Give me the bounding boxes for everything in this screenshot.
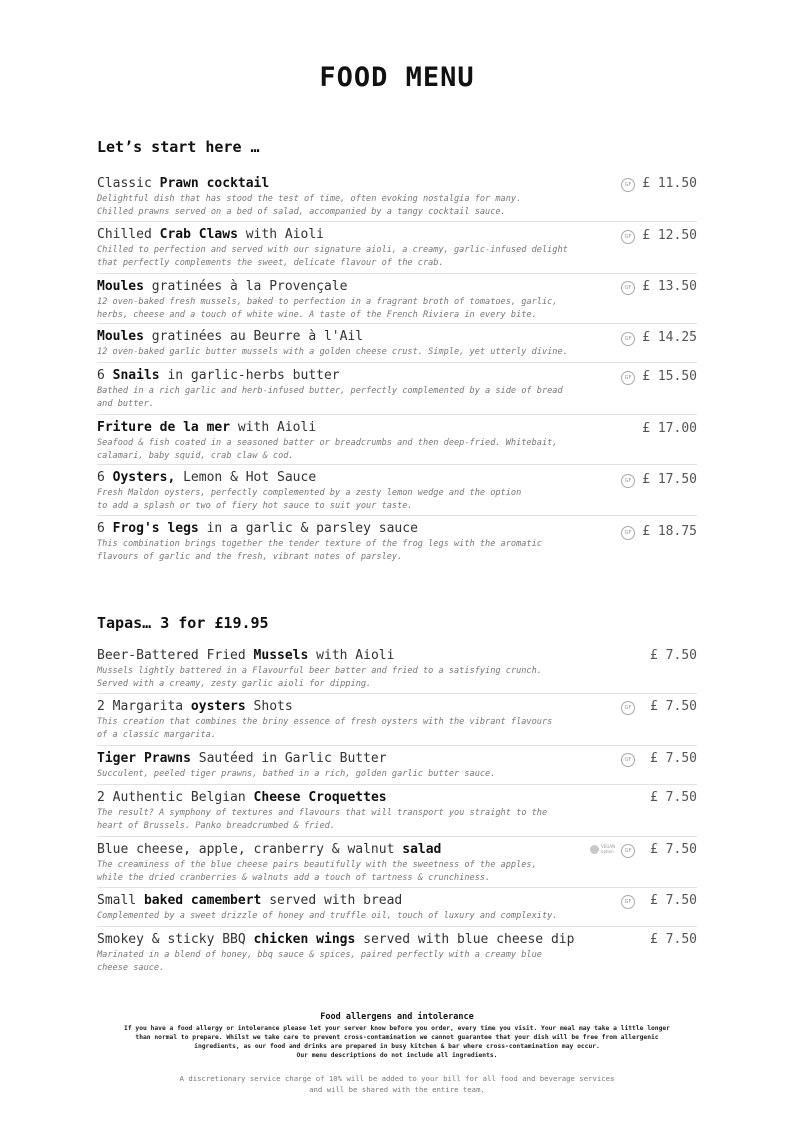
allergen-line: ingredients, as our food and drinks are prepared in busy kitchen & bar where cross-contamination may occur. — [194, 1043, 600, 1050]
menu-item-price: £ 17.50 — [642, 472, 697, 487]
menu-item-name-text: with Aioli — [230, 420, 317, 435]
item-divider — [97, 414, 697, 415]
menu-item-name — [97, 699, 697, 714]
menu-item-name-highlight: Snails — [112, 368, 160, 383]
menu-item-name-highlight: chicken wings — [253, 932, 356, 947]
menu-item-name-text: gratinées à la Provençale — [143, 279, 348, 294]
allergen-title: Food allergens and intolerance — [320, 1012, 474, 1022]
menu-item-name — [97, 932, 697, 947]
menu-item — [97, 648, 697, 691]
menu-item-price: £ 7.50 — [650, 648, 697, 663]
menu-item-name — [97, 368, 697, 383]
menu-item — [97, 368, 697, 411]
menu-item-name-text: 6 — [97, 470, 113, 485]
menu-item-name-text: served with bread — [261, 893, 403, 908]
menu-item-name-text: with Aioli — [237, 227, 324, 242]
menu-item — [97, 470, 697, 513]
item-divider — [97, 221, 697, 222]
menu-item-name-text: Chilled — [97, 227, 160, 242]
menu-item-name-text: 2 Margarita — [97, 699, 191, 714]
menu-item-name-highlight: salad — [402, 842, 442, 857]
menu-item-description: Delightful dish that has stood the test of time, often evoking nostalgia for many. Chilled prawns served on a bed of salad, accompanied by a tangy cocktail sauce. — [97, 194, 522, 217]
menu-item-name-text: with Aioli — [308, 648, 395, 663]
gluten-free-icon: GF — [621, 526, 635, 540]
menu-item-name-text: Classic — [97, 176, 160, 191]
menu-item-name-text: Lemon & Hot Sauce — [175, 470, 317, 485]
menu-item-name — [97, 470, 697, 485]
gluten-free-icon: GF — [621, 281, 635, 295]
menu-item — [97, 699, 697, 742]
menu-item-name-text: Smokey & sticky BBQ — [97, 932, 254, 947]
gluten-free-icon: GF — [621, 844, 635, 858]
gluten-free-icon: GF — [621, 701, 635, 715]
menu-item-name — [97, 521, 697, 536]
menu-item-name — [97, 227, 697, 242]
menu-item-price: £ 17.00 — [642, 421, 697, 436]
menu-item-name-highlight: Frog's legs — [112, 521, 199, 536]
item-divider — [97, 273, 697, 274]
menu-item-description: The result? A symphony of textures and flavours that will transport you straight to the heart of Brussels. Panko breadcrumbed & fried. — [97, 808, 548, 831]
menu-item-name-highlight: Moules — [97, 279, 144, 294]
menu-item-description: This creation that combines the briny essence of fresh oysters with the vibrant flavours of a classic margarita. — [97, 717, 553, 740]
menu-item-name-highlight: Crab Claws — [159, 227, 238, 242]
menu-item-name — [97, 751, 697, 766]
menu-item-name-text: Beer-Battered Fried — [97, 648, 254, 663]
item-divider — [97, 836, 697, 837]
menu-item-price: £ 7.50 — [650, 932, 697, 947]
menu-item-description: Marinated in a blend of honey, bbq sauce & spices, paired perfectly with a creamy blue cheese sauce. — [97, 950, 542, 973]
menu-item-name-highlight: Cheese Croquettes — [253, 790, 387, 805]
menu-item-name-text: 2 Authentic Belgian — [97, 790, 254, 805]
service-note-line: and will be shared with the entire team. — [309, 1085, 485, 1094]
menu-item-name-text: Shots — [245, 699, 293, 714]
menu-item-description: 12 oven-baked fresh mussels, baked to perfection in a fragrant broth of tomatoes, garlic, herbs, cheese and a touch of white wine. A taste of the French Riviera in every bite. — [97, 297, 558, 320]
allergen-line: If you have a food allergy or intolerance please let your server know before you order, every time you visit. Your meal may take a little longer — [124, 1025, 670, 1032]
item-divider — [97, 887, 697, 888]
vegan-label-line: option — [601, 849, 614, 854]
vegan-leaf-icon — [590, 845, 599, 854]
service-charge-note — [130, 1073, 664, 1095]
menu-item-description: The creaminess of the blue cheese pairs beautifully with the sweetness of the apples, while the dried cranberries & walnuts add a touch of tartness & crunchiness. — [97, 860, 537, 883]
menu-item-name-highlight: Oysters, — [112, 470, 176, 485]
menu-item-price: £ 7.50 — [650, 699, 697, 714]
menu-item-name — [97, 420, 697, 435]
menu-item — [97, 893, 697, 923]
menu-item-name-highlight: Mussels — [253, 648, 309, 663]
menu-item — [97, 279, 697, 322]
gluten-free-icon: GF — [621, 753, 635, 767]
menu-item-name-text: Sautéed in Garlic Butter — [190, 751, 387, 766]
gluten-free-icon: GF — [621, 178, 635, 192]
menu-item-name — [97, 648, 697, 663]
menu-item-price: £ 7.50 — [650, 893, 697, 908]
item-divider — [97, 693, 697, 694]
menu-item-price: £ 15.50 — [642, 369, 697, 384]
allergen-line: Our menu descriptions do not include all ingredients. — [296, 1052, 498, 1059]
menu-item-name-highlight: Tiger Prawns — [97, 751, 191, 766]
menu-item-name-text: 6 — [97, 368, 113, 383]
menu-item-name-highlight: oysters — [190, 699, 246, 714]
menu-item — [97, 790, 697, 833]
menu-item — [97, 329, 697, 359]
menu-item — [97, 932, 697, 975]
menu-item-description: Fresh Maldon oysters, perfectly complemented by a zesty lemon wedge and the option to add a splash or two of fiery hot sauce to suit your taste. — [97, 488, 522, 511]
item-divider — [97, 362, 697, 363]
vegan-label-line: VEGAN — [601, 844, 616, 849]
vegan-label — [601, 844, 615, 854]
menu-item-price: £ 14.25 — [642, 330, 697, 345]
allergen-notice — [100, 1024, 694, 1060]
menu-item-description: Succulent, peeled tiger prawns, bathed in a rich, golden garlic butter sauce. — [97, 769, 496, 779]
menu-item-name-text: gratinées au Beurre à l'Ail — [143, 329, 364, 344]
item-divider — [97, 464, 697, 465]
menu-item-price: £ 13.50 — [642, 279, 697, 294]
menu-item-price: £ 18.75 — [642, 524, 697, 539]
menu-item-description: This combination brings together the tender texture of the frog legs with the aromatic flavours of garlic and the fresh, vibrant notes of parsley. — [97, 539, 542, 562]
menu-item-description: Complemented by a sweet drizzle of honey and truffle oil, touch of luxury and complexity. — [97, 911, 558, 921]
menu-item — [97, 227, 697, 270]
service-note-line: A discretionary service charge of 10% will be added to your bill for all food and beverage services — [179, 1074, 615, 1083]
menu-item-price: £ 7.50 — [650, 790, 697, 805]
menu-item-description: Mussels lightly battered in a Flavourful beer batter and fried to a satisfying crunch. Served with a creamy, zesty garlic aioli for dipping. — [97, 666, 542, 689]
item-divider — [97, 745, 697, 746]
menu-item-description: 12 oven-baked garlic butter mussels with a golden cheese crust. Simple, yet utterly divine. — [97, 347, 568, 357]
menu-item-name-text: Small — [97, 893, 144, 908]
menu-item-name-highlight: Friture de la mer — [97, 420, 231, 435]
gluten-free-icon: GF — [621, 371, 635, 385]
menu-item-name — [97, 329, 697, 344]
gluten-free-icon: GF — [621, 895, 635, 909]
menu-item-name — [97, 176, 697, 191]
menu-item-name — [97, 790, 697, 805]
menu-item-name-text: 6 — [97, 521, 113, 536]
menu-item-name-highlight: Prawn cocktail — [159, 176, 270, 191]
menu-item — [97, 176, 697, 219]
item-divider — [97, 926, 697, 927]
item-divider — [97, 323, 697, 324]
section-title: Let’s start here … — [97, 138, 260, 156]
menu-item-price: £ 11.50 — [642, 176, 697, 191]
menu-item — [97, 751, 697, 781]
menu-item-description: Chilled to perfection and served with our signature aioli, a creamy, garlic-infused delight that perfectly complements the sweet, delicate flavour of the crab. — [97, 245, 568, 268]
menu-item-name — [97, 893, 697, 908]
gluten-free-icon: GF — [621, 230, 635, 244]
item-divider — [97, 784, 697, 785]
section-title: Tapas… 3 for £19.95 — [97, 614, 269, 632]
menu-item — [97, 521, 697, 564]
menu-item-price: £ 7.50 — [650, 842, 697, 857]
gluten-free-icon: GF — [621, 474, 635, 488]
menu-item-name-highlight: Moules — [97, 329, 144, 344]
menu-item-name-text: Blue cheese, apple, cranberry & walnut — [97, 842, 403, 857]
page-title: FOOD MENU — [319, 62, 475, 93]
menu-item-name-text: in garlic-herbs butter — [159, 368, 340, 383]
menu-item-description: Bathed in a rich garlic and herb-infused butter, perfectly complemented by a side of bread and butter. — [97, 386, 563, 409]
vegan-option-icon — [590, 844, 615, 854]
menu-item-name — [97, 279, 697, 294]
menu-item-description: Seafood & fish coated in a seasoned batter or breadcrumbs and then deep-fried. Whitebait, calamari, baby squid, crab claw & cod. — [97, 438, 558, 461]
menu-item-name-text: served with blue cheese dip — [355, 932, 575, 947]
menu-item — [97, 420, 697, 463]
item-divider — [97, 515, 697, 516]
menu-item-price: £ 7.50 — [650, 751, 697, 766]
allergen-line: than normal to prepare. Whilst we take care to prevent cross-contamination we cannot guarantee that your dish will be free from allergenic — [135, 1034, 659, 1041]
menu-item — [97, 842, 697, 885]
gluten-free-icon: GF — [621, 332, 635, 346]
menu-item-name-highlight: baked camembert — [143, 893, 262, 908]
menu-item-name-text: in a garlic & parsley sauce — [198, 521, 418, 536]
menu-item-price: £ 12.50 — [642, 228, 697, 243]
